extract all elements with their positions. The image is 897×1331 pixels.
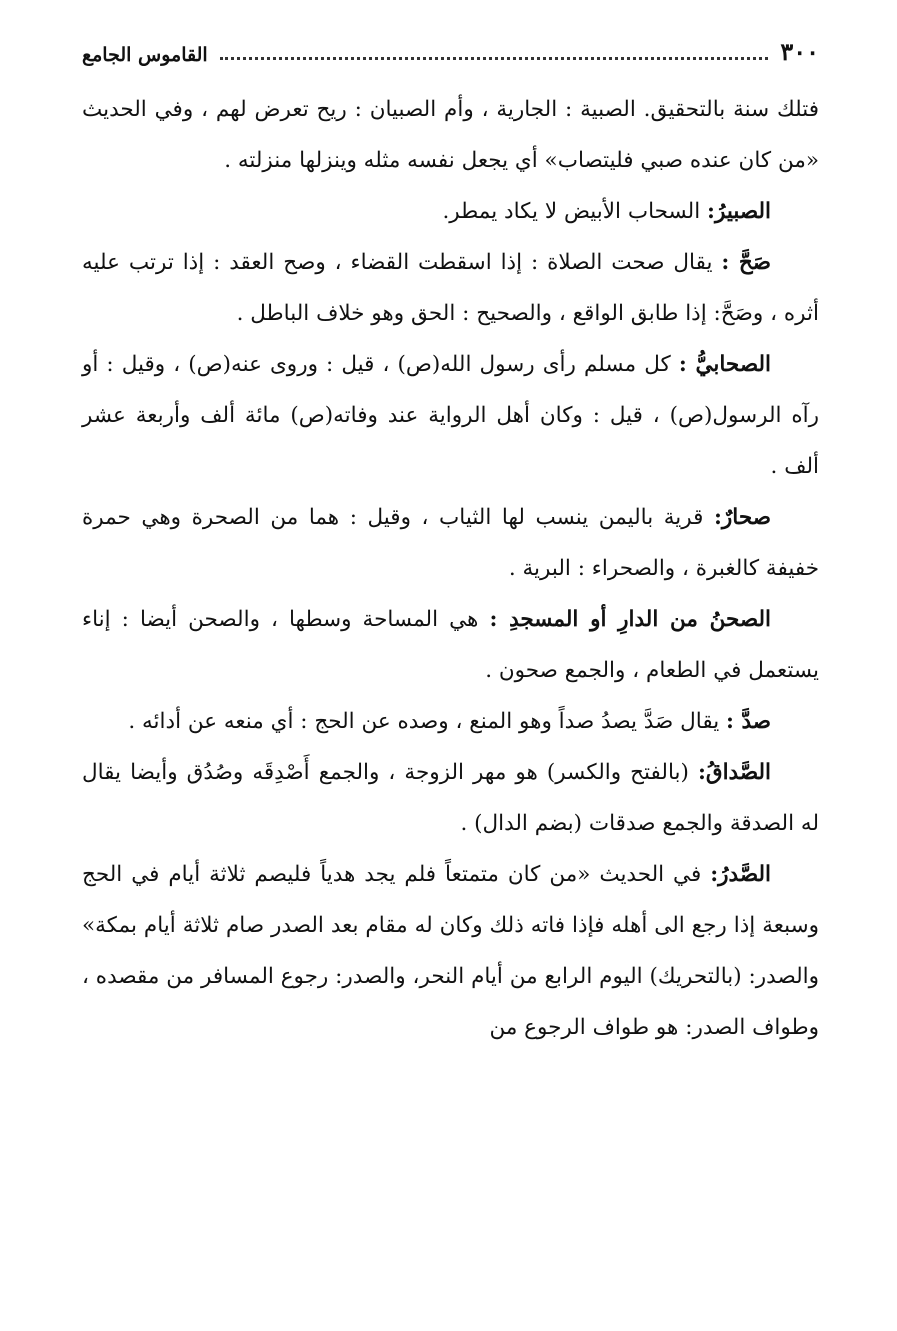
entry-paragraph — [82, 186, 819, 237]
entry-headword: الصَّدرُ: — [710, 862, 771, 887]
entry-text: السحاب الأبيض لا يكاد يمطر. — [442, 199, 701, 224]
entry-headword: الصبيرُ: — [707, 199, 771, 224]
entry-text: كل مسلم رأى رسول الله(ص) ، قيل : وروى عنه(ص) ، وقيل : أو رآه الرسول(ص) ، قيل : وكان أهل الرواية عند وفاته(ص) مائة ألف وأربعة عشر ألف . — [82, 352, 819, 479]
entry-text: يقال صحت الصلاة : إذا اسقطت القضاء ، وصح العقد : إذا ترتب عليه أثره ، وصَحَّ: إذا طابق الواقع ، والصحيح : الحق وهو خلاف الباطل . — [82, 250, 819, 326]
entry-headword: الصحنُ من الدارِ أو المسجدِ : — [489, 607, 772, 632]
entry-headword: صحارٌ: — [713, 505, 771, 530]
entry-text: (بالفتح والكسر) هو مهر الزوجة ، والجمع أَصْدِقَه وصُدُق وأيضا يقال له الصدقة والجمع صدقات (بضم الدال) . — [82, 760, 819, 836]
entry-paragraph — [82, 492, 819, 594]
entry-text: في الحديث «من كان متمتعاً فلم يجد هدياً فليصم ثلاثة أيام في الحج وسبعة إذا رجع الى أهله فإذا فاته ذلك وكان له مقام بعد الصدر صام ثلاثة أيام بمكة» والصدر: (بالتحريك) اليوم الرابع من أيام النحر، والصدر: رجوع المسافر من مقصده ، وطواف الصدر: هو طواف الرجوع من — [82, 862, 819, 1040]
entry-text: فتلك سنة بالتحقيق. الصبية : الجارية ، وأم الصبيان : ريح تعرض لهم ، وفي الحديث «من كان عنده صبي فليتصاب» أي يجعل نفسه مثله وينزلها منزلته . — [82, 97, 819, 173]
page-number: ٣٠٠ — [780, 37, 819, 66]
entry-text: هي المساحة وسطها ، والصحن أيضا : إناء يستعمل في الطعام ، والجمع صحون . — [82, 607, 819, 683]
entry-headword: الصَّداقُ: — [697, 760, 771, 785]
entry-paragraph — [82, 849, 819, 1053]
entry-text: قرية باليمن ينسب لها الثياب ، وقيل : هما من الصحرة وهي حمرة خفيفة كالغبرة ، والصحراء : البرية . — [82, 505, 819, 581]
header-dot-leader — [220, 57, 769, 60]
entry-headword: صدَّ : — [726, 709, 771, 734]
continuation-paragraph — [82, 84, 819, 186]
entry-paragraph — [82, 594, 819, 696]
entry-headword: الصحابيُّ : — [678, 352, 771, 377]
page-body — [82, 84, 819, 1053]
entry-paragraph — [82, 747, 819, 849]
entry-paragraph — [82, 237, 819, 339]
running-header — [82, 34, 819, 66]
entry-paragraph — [82, 339, 819, 492]
entry-paragraph — [82, 696, 819, 747]
book-title: القاموس الجامع — [82, 44, 208, 66]
entry-headword: صَحَّ : — [721, 250, 771, 275]
entry-text: يقال صَدَّ يصدُ صداً وهو المنع ، وصده عن الحج : أي منعه عن أدائه . — [128, 709, 720, 734]
